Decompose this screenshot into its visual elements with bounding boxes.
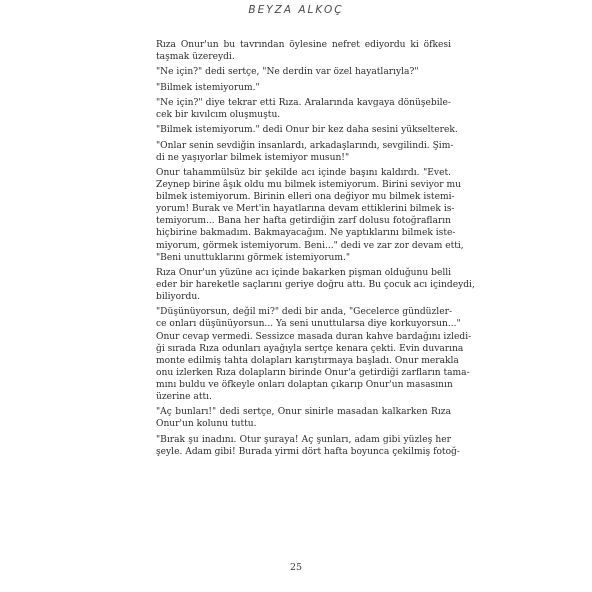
text-line: ği sırada Rıza odunları ayağıyla sertçe kenara çekti. Evin duvarına [156, 343, 464, 354]
text-line: üzerine attı. [156, 392, 212, 403]
text-line: "Bilmek istemiyorum." dedi Onur bir kez daha sesini yükselterek. [156, 125, 458, 136]
text-line: temiyorum... Bana her hafta getirdiğin zarf dolusu fotoğrafların [156, 216, 451, 227]
text-line: onu izlerken Rıza dolapların birinde Onur'a getirdiği zarfların tama- [156, 367, 470, 378]
text-line: şeyle. Adam gibi! Burada yirmi dört hafta boyunca çekilmiş fotoğ- [156, 446, 460, 457]
text-line: monte edilmiş tahta dolapları karıştırmaya başladı. Onur merakla [156, 355, 459, 366]
body-text [147, 39, 475, 461]
text-line: Rıza Onur'un bu tavrından öylesine nefret ediyordu ki öfkesi [156, 40, 451, 50]
text-line: "Onlar senin sevdiğin insanlardı, arkadaşlarındı, sevgilindi. Şim- [156, 140, 454, 151]
paragraph [147, 124, 458, 136]
text-line: mını buldu ve öfkeyle onları dolaptan çıkarıp Onur'un masasının [156, 379, 453, 390]
text-line: taşmak üzereydi. [156, 52, 235, 63]
text-line: "Düşünüyorsun, değil mi?" dedi bir anda, "Gecelerce gündüzler- [156, 307, 453, 318]
text-line: "Aç bunları!" dedi sertçe, Onur sinirle masadan kalkarken Rıza [156, 407, 451, 418]
text-line: Onur'un kolunu tuttu. [156, 419, 257, 430]
paragraph [147, 406, 451, 430]
text-line: biliyordu. [156, 292, 201, 303]
paragraph [147, 140, 454, 164]
text-line: miyorum, görmek istemiyorum. Beni..." dedi ve zar zor devam etti, [156, 240, 464, 251]
paragraph [147, 82, 451, 94]
page-number: 25 [289, 562, 303, 573]
text-line: eder bir hareketle saçlarını geriye doğru attı. Bu çocuk acı içindeydi, [156, 280, 475, 290]
text-line: Zeynep birine âşık oldu mu bilmek istemiyorum. Birini seviyor mu [156, 180, 461, 191]
paragraph [147, 39, 451, 63]
text-line: hiçbirine bakmadım. Bakmayacağım. Ne yaptıklarını bilmek iste- [156, 228, 456, 239]
paragraph [147, 66, 451, 78]
text-line: bilmek istemiyorum. Birinin elleri ona değiyor mu bilmek istemi- [156, 192, 455, 203]
paragraph [147, 306, 472, 403]
text-line: Onur tahammülsüz bir şekilde acı içinde başını kaldırdı. "Evet. [156, 167, 451, 178]
running-head: BEYZA ALKOÇ [248, 4, 344, 16]
text-line: cek bir kıvılcım oluşmuştu. [156, 110, 281, 121]
paragraph [147, 434, 460, 458]
text-line: Rıza Onur'un yüzüne acı içinde bakarken pişman olduğunu belli [156, 267, 452, 278]
text-line: "Ne için?" diye tekrar etti Rıza. Aralarında kavgaya dönüşebile- [156, 97, 451, 108]
text-line: Onur cevap vermedi. Sessizce masada duran kahve bardağını izledi- [156, 331, 472, 342]
text-line: yorum! Burak ve Mert'in hayatlarına devam ettiklerini bilmek is- [156, 204, 455, 215]
text-line: di ne yaşıyorlar bilmek istemiyor musun!" [156, 152, 350, 163]
text-line: "Bilmek istemiyorum." [156, 82, 260, 93]
paragraph [147, 97, 451, 121]
paragraph [147, 167, 464, 264]
text-line: "Bırak şu inadını. Otur şuraya! Aç şunları, adam gibi yüzleş her [156, 434, 451, 445]
paragraph [147, 267, 475, 303]
text-line: ce onları düşünüyorsun... Ya seni unuttularsa diye korkuyorsun..." [156, 319, 461, 330]
text-line: "Beni unuttuklarını görmek istemiyorum." [156, 252, 351, 263]
text-line: "Ne için?" dedi sertçe, "Ne derdin var özel hayatlarıyla?" [156, 67, 419, 78]
